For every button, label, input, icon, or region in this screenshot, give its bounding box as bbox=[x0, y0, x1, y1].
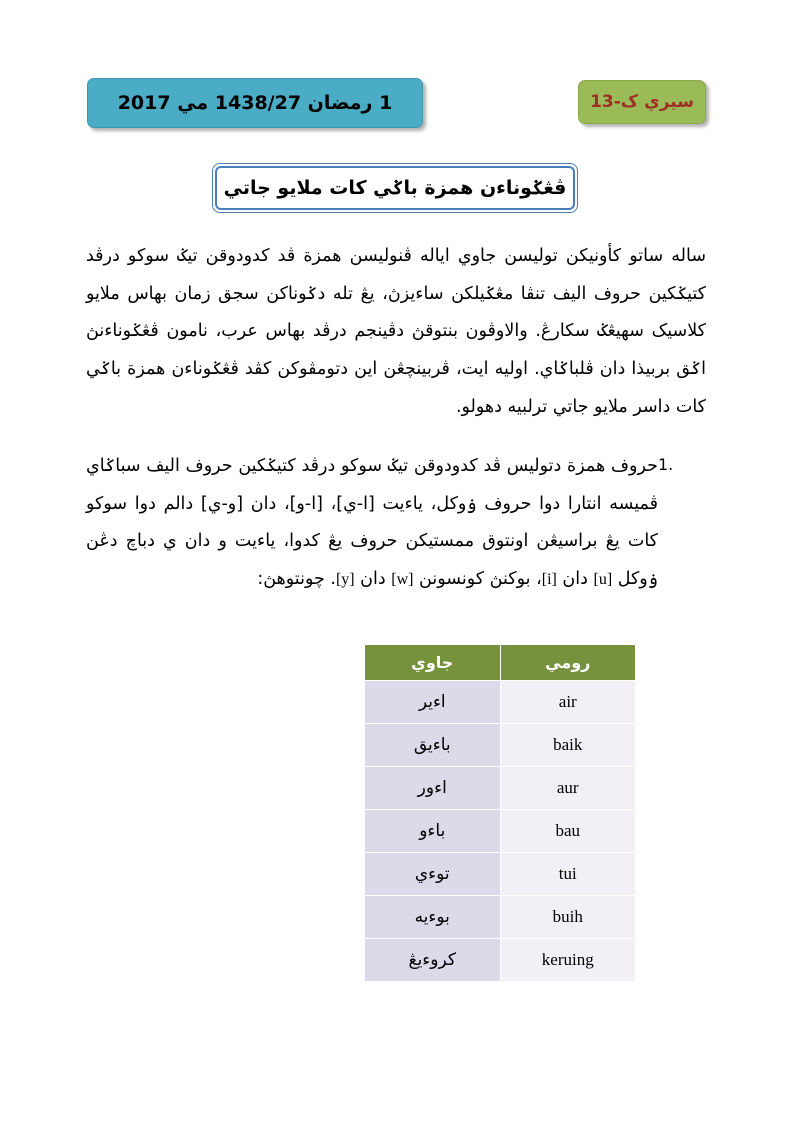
date-badge: 1 رمضان 1438/27 مي 2017 bbox=[87, 78, 423, 128]
examples-table-wrapper bbox=[364, 644, 636, 982]
list-item bbox=[86, 448, 706, 599]
cell-jawi: بوءيه bbox=[365, 896, 501, 939]
page-title: ڤڠݢوناءن همزة باݢي كات ملايو جاتي bbox=[223, 177, 567, 199]
jawi-text: دان bbox=[354, 569, 392, 589]
jawi-text: ، دان bbox=[243, 493, 290, 514]
cell-jawi: اءور bbox=[365, 767, 501, 810]
latin-token: [w] bbox=[391, 571, 414, 588]
latin-token: [y] bbox=[335, 571, 355, 588]
cell-rumi: aur bbox=[500, 767, 636, 810]
table-row bbox=[365, 810, 636, 853]
list-item-number: 1. bbox=[658, 455, 674, 475]
cell-jawi: كروءيڠ bbox=[365, 939, 501, 982]
jawi-text: [ا-ي] bbox=[336, 493, 375, 514]
title-box-inner bbox=[215, 166, 575, 210]
cell-rumi: air bbox=[500, 681, 636, 724]
cell-rumi: baik bbox=[500, 724, 636, 767]
column-header-rumi: رومي bbox=[500, 645, 636, 681]
jawi-text: ، bbox=[322, 493, 337, 514]
cell-rumi: keruing bbox=[500, 939, 636, 982]
cell-jawi: باءيق bbox=[365, 724, 501, 767]
jawi-text: حروف همزة دتوليس ڤد كدودوقن تيݢ سوكو درڤد كتيݢکين حروف اليف سباݢاي ڤميسه انتارا دوا حروف ۏوكل، ياءيت bbox=[86, 456, 659, 514]
table-header-row bbox=[365, 645, 636, 681]
cell-rumi: bau bbox=[500, 810, 636, 853]
table-row bbox=[365, 939, 636, 982]
cell-jawi: باءو bbox=[365, 810, 501, 853]
list-item-text bbox=[86, 448, 658, 599]
series-number-badge: سيري ک-13 bbox=[578, 80, 706, 124]
jawi-text: ، بوكنڽ كونسونن bbox=[413, 569, 542, 589]
jawi-text: دان bbox=[556, 569, 594, 589]
table-head bbox=[365, 645, 636, 681]
table-row bbox=[365, 896, 636, 939]
examples-table bbox=[364, 644, 636, 982]
latin-token: [u] bbox=[593, 571, 613, 588]
jawi-text: . چونتوهڽ: bbox=[257, 569, 336, 589]
jawi-text: دالم دوا سوكو كات يڠ براسيڠن اونتوق ممستيكن حروف يڠ كدوا، ياءيت و دان ي دباچ دڠن ۏوكل bbox=[86, 493, 658, 589]
table-row bbox=[365, 681, 636, 724]
table-row bbox=[365, 767, 636, 810]
table-row bbox=[365, 853, 636, 896]
cell-rumi: tui bbox=[500, 853, 636, 896]
jawi-text: [ا-و] bbox=[289, 493, 323, 514]
document-body bbox=[86, 238, 706, 599]
title-box bbox=[212, 163, 578, 213]
header-badge-row bbox=[0, 78, 800, 134]
intro-paragraph: ساله ساتو كأونيكن توليسن جاوي اياله ڤنوليسن همزة ڤد كدودوقن تيݢ سوكو درڤد كتيݢکين حروف اليف تنڤا مڠݢيلكن ساءيزڽ، يڠ تله دݢوناكن سجق زمان بهاس ملايو كلاسيک سهيڠݢ سكارڠ. والاوڤون بنتوقڽ دڤينجم درڤد بهاس عرب، نامون ڤڠݢوناءنڽ اݢق بربيذا دان ڤلباݢاي. اوليه ايت، ڤربينچڠن اين دتومڤوكن كڤد ڤڠݢوناءن همزة باݢي كات داسر ملايو جاتي ترلبيه دهولو. bbox=[86, 246, 706, 417]
numbered-list bbox=[86, 448, 706, 599]
cell-jawi: اءير bbox=[365, 681, 501, 724]
cell-jawi: توءي bbox=[365, 853, 501, 896]
latin-token: [i] bbox=[541, 571, 557, 588]
column-header-jawi: جاوي bbox=[365, 645, 501, 681]
table-row bbox=[365, 724, 636, 767]
table-body bbox=[365, 681, 636, 982]
cell-rumi: buih bbox=[500, 896, 636, 939]
jawi-text: [و-ي] bbox=[200, 493, 244, 514]
